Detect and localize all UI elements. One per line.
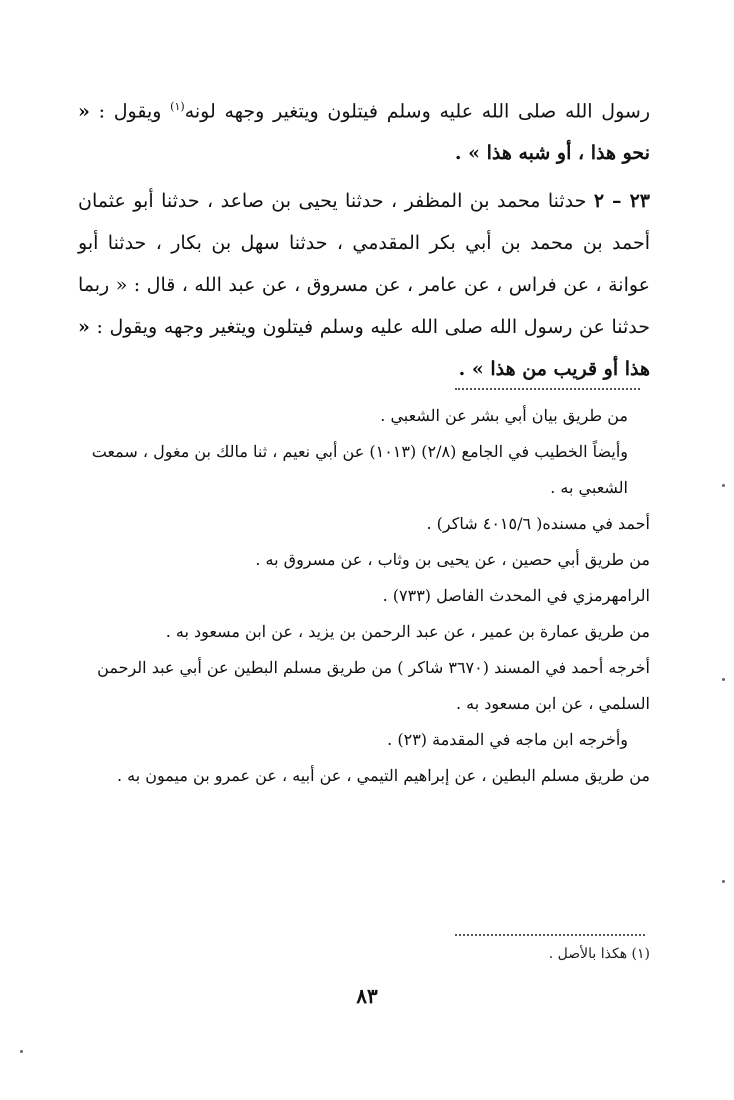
note-line: أخرجه أحمد في المسند (٣٦٧٠ شاكر ) من طريق مسلم البطين عن أبي عبد الرحمن السلمي ، عن ابن مسعود به . xyxy=(97,658,650,713)
hadith-paragraph xyxy=(78,180,650,390)
hadith-number: ٢٣ – ٢ xyxy=(593,190,650,212)
page-number: ٨٣ xyxy=(356,984,378,1008)
note-line: الرامهرمزي في المحدث الفاصل (٧٣٣) . xyxy=(382,586,650,605)
scan-speck xyxy=(722,484,725,487)
note-line: أحمد في مسنده( ٤٠١٥/٦ شاكر) . xyxy=(426,514,650,533)
scan-speck xyxy=(20,1050,23,1053)
note-line: من طريق بيان أبي بشر عن الشعبي . xyxy=(380,406,628,425)
opening-line-end: ويقول : xyxy=(98,100,171,123)
note-line: وأيضاً الخطيب في الجامع (٢/٨) (١٠١٣) عن أبي نعيم ، ثنا مالك بن مغول ، سمعت الشعبي به . xyxy=(91,442,628,497)
note-line: وأخرجه ابن ماجه في المقدمة (٢٣) . xyxy=(387,730,628,749)
footnote: (١) هكذا بالأصل . xyxy=(548,946,650,962)
main-text-top xyxy=(78,86,650,174)
scan-speck xyxy=(722,678,725,681)
opening-line: رسول الله صلى الله عليه وسلم فيتلون ويتغير وجهه لونه xyxy=(184,100,650,123)
section-divider xyxy=(455,388,640,390)
note-line: من طريق مسلم البطين ، عن إبراهيم التيمي ، عن أبيه ، عن عمرو بن ميمون به . xyxy=(116,766,650,785)
quote-1: « نحو هذا ، أو شبه هذا » . xyxy=(78,100,650,165)
opening-paragraph xyxy=(78,86,650,174)
note-line: من طريق عمارة بن عمير ، عن عبد الرحمن بن يزيد ، عن ابن مسعود به . xyxy=(165,622,650,641)
quote-2: « هذا أو قريب من هذا » . xyxy=(78,316,650,380)
scan-speck xyxy=(722,880,725,883)
footnote-divider xyxy=(455,934,645,936)
note-line: من طريق أبي حصين ، عن يحيى بن وثاب ، عن مسروق به . xyxy=(255,550,650,569)
footnote-ref: (١) xyxy=(170,100,185,113)
takhrij-notes xyxy=(78,398,650,794)
hadith-text: حدثنا محمد بن المظفر ، حدثنا يحيى بن صاعد ، حدثنا أبو عثمان أحمد بن محمد بن أبي بكر المقدمي ، حدثنا سهل بن بكار ، حدثنا أبو عوانة ، عن فراس ، عن عامر ، عن مسروق ، عن عبد الله ، قال : « ربما حدثنا عن رسول الله صلى الله عليه وسلم فيتلون ويتغير وجهه ويقول : xyxy=(78,190,650,338)
